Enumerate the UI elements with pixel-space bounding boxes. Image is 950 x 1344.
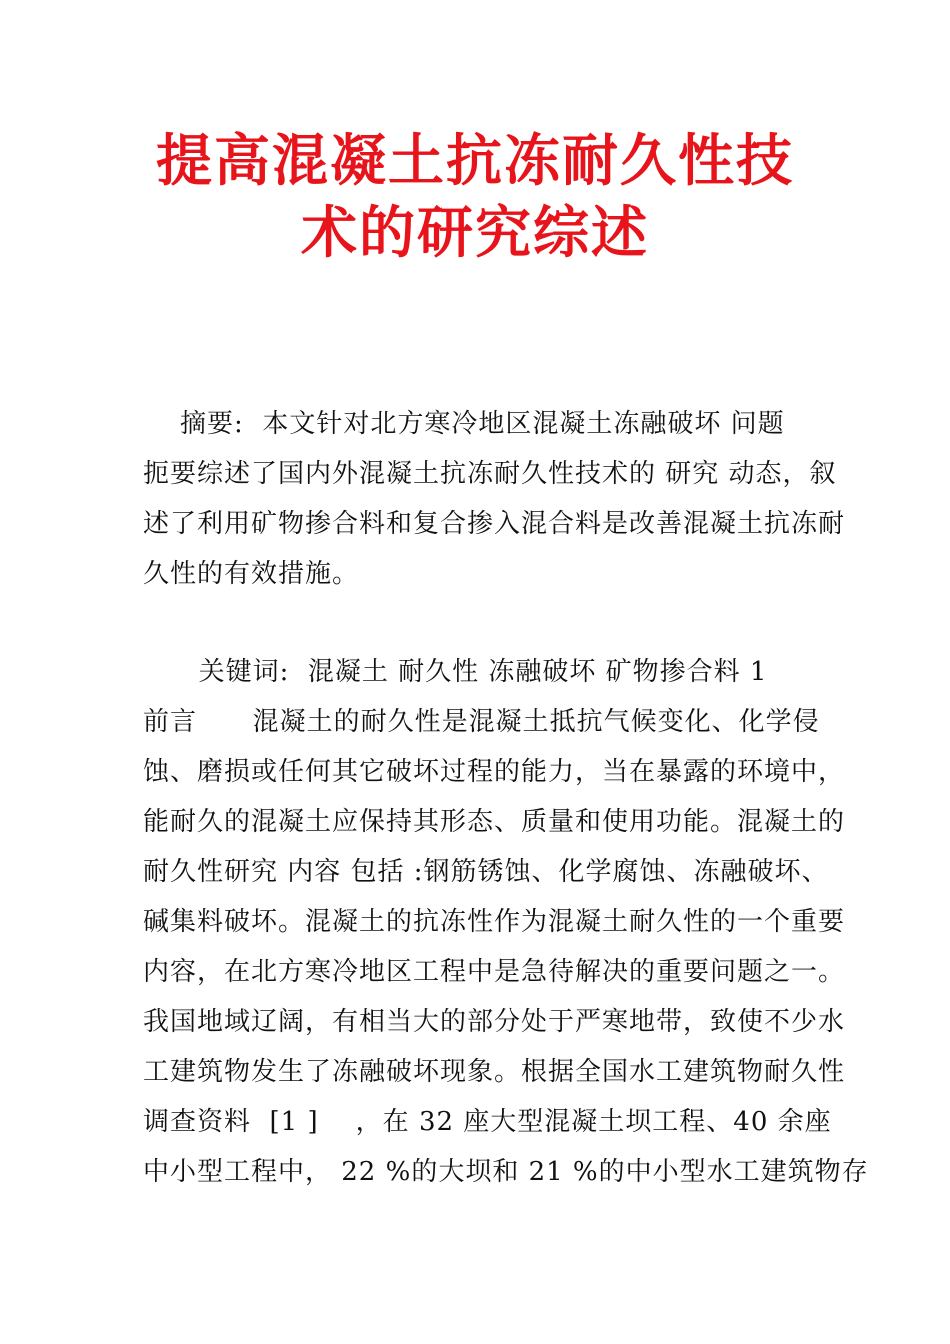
body-line: 内容，在北方寒冷地区工程中是急待解决的重要问题之一。 bbox=[143, 957, 846, 987]
body-line: 能耐久的混凝土应保持其形态、质量和使用功能。混凝土的 bbox=[143, 807, 846, 837]
abstract-line: 述了利用矿物掺合料和复合掺入混合料是改善混凝土抗冻耐 bbox=[143, 509, 846, 539]
body-line: 调查资料 [1 ] ，在 32 座大型混凝土坝工程、40 余座 bbox=[143, 1107, 832, 1137]
abstract-line: 摘要: 本文针对北方寒冷地区混凝土冻融破坏 问题 bbox=[143, 409, 785, 439]
abstract-line: 久性的有效措施。 bbox=[143, 559, 360, 589]
body-line: 蚀、磨损或任何其它破坏过程的能力，当在暴露的环境中， bbox=[143, 757, 846, 787]
body-line: 碱集料破坏。混凝土的抗冻性作为混凝土耐久性的一个重要 bbox=[143, 907, 846, 937]
body-line: 工建筑物发生了冻融破坏现象。根据全国水工建筑物耐久性 bbox=[143, 1057, 846, 1087]
abstract-line: 扼要综述了国内外混凝土抗冻耐久性技术的 研究 动态，叙 bbox=[143, 459, 837, 489]
document-title-line-1: 提高混凝土抗冻耐久性技 bbox=[156, 129, 794, 194]
body-line: 前言 混凝土的耐久性是混凝土抵抗气候变化、化学侵 bbox=[143, 707, 820, 737]
body-line: 耐久性研究 内容 包括 :钢筋锈蚀、化学腐蚀、冻融破坏、 bbox=[143, 857, 829, 887]
body-line: 中小型工程中， 22 %的大坝和 21 %的中小型水工建筑物存 bbox=[143, 1157, 869, 1187]
body-line: 我国地域辽阔，有相当大的部分处于严寒地带，致使不少水 bbox=[143, 1007, 846, 1037]
document-title-line-2: 术的研究综述 bbox=[301, 201, 649, 266]
keywords-line: 关键词: 混凝土 耐久性 冻融破坏 矿物掺合料 1 bbox=[143, 657, 768, 687]
